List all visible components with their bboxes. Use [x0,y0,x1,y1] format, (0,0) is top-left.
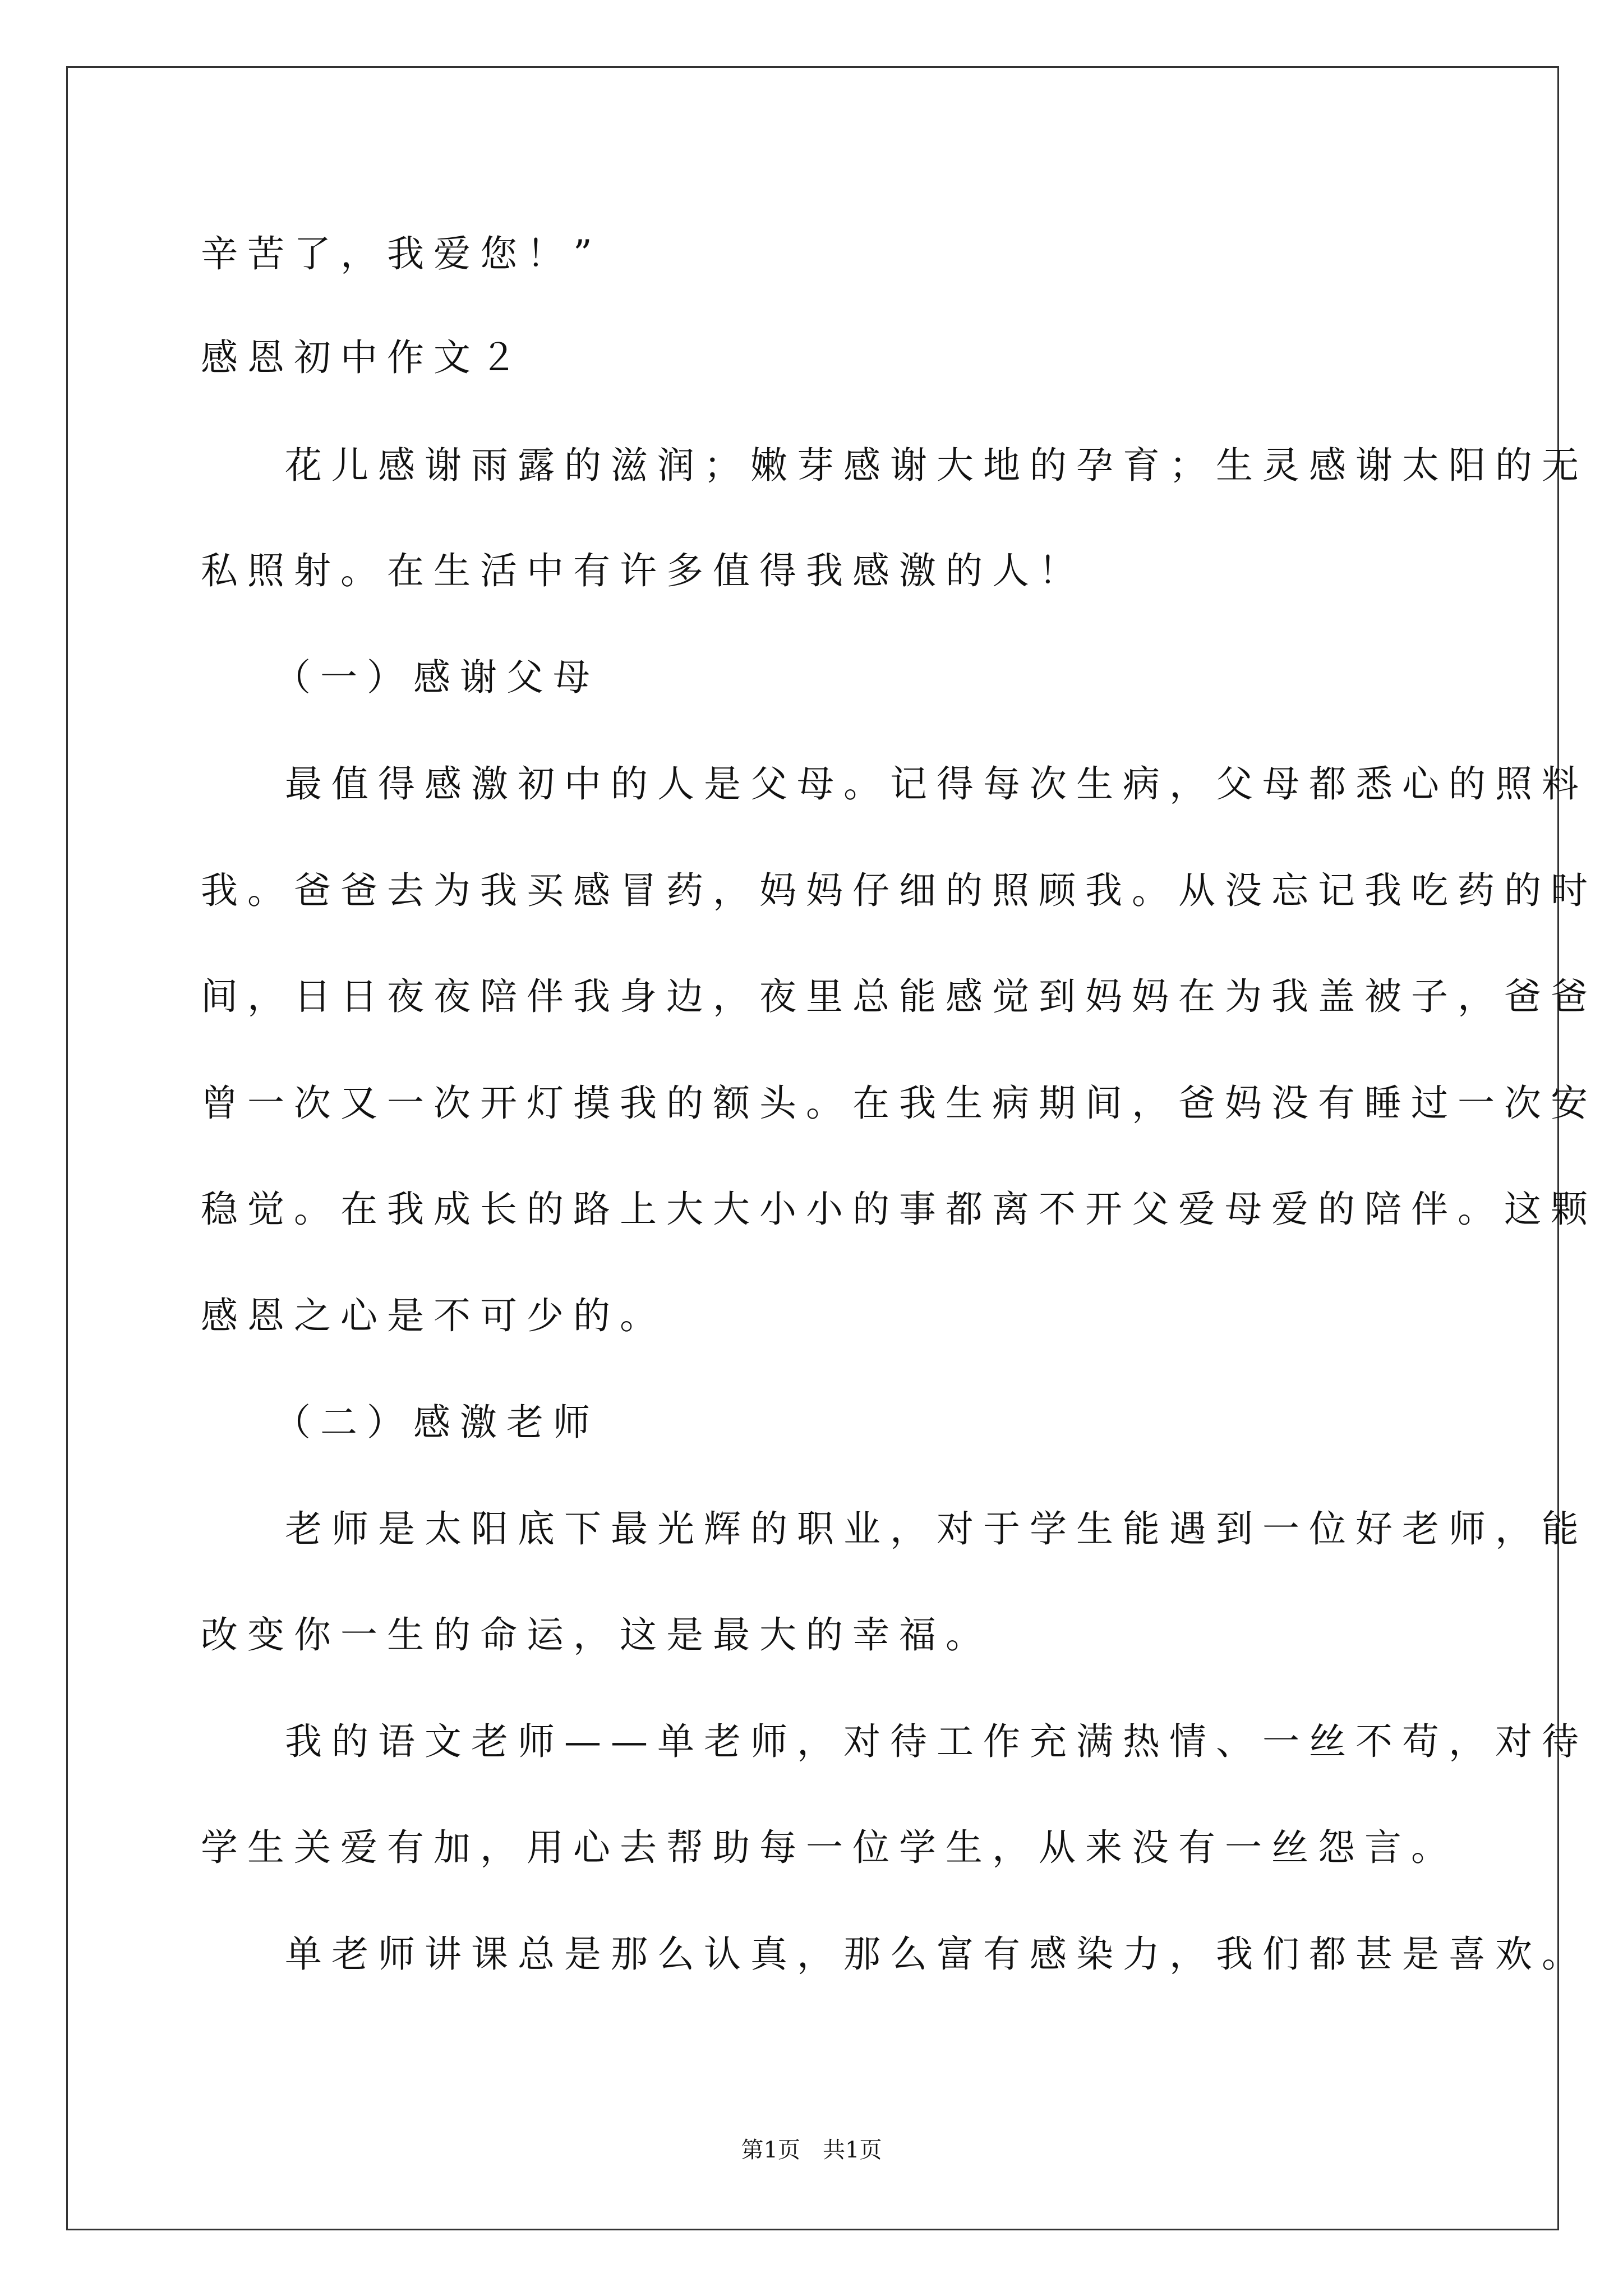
text-line: 我。爸爸去为我买感冒药，妈妈仔细的照顾我。从没忘记我吃药的时 [201,869,1597,912]
page-footer [0,2139,1623,2161]
subheading: （二）感激老师 [274,1401,600,1444]
text-line: 稳觉。在我成长的路上大大小小的事都离不开父爱母爱的陪伴。这颗 [201,1188,1597,1231]
text-line: 最值得感激初中的人是父母。记得每次生病，父母都悉心的照料 [285,762,1588,806]
page-number: 第1页 共1页 [741,2137,882,2163]
text-line: 单老师讲课总是那么认真，那么富有感染力，我们都甚是喜欢。 [285,1932,1588,1976]
text-line: 辛苦了，我爱您！” [201,232,602,275]
text-line: 感恩之心是不可少的。 [201,1294,666,1337]
text-line: 我的语文老师——单老师，对待工作充满热情、一丝不苟，对待 [285,1720,1588,1763]
page-border [66,66,1559,2230]
text-line: 间，日日夜夜陪伴我身边，夜里总能感觉到妈妈在为我盖被子，爸爸 [201,975,1597,1018]
text-line: 学生关爱有加，用心去帮助每一位学生，从来没有一丝怨言。 [201,1826,1458,1869]
text-line: 花儿感谢雨露的滋润；嫩芽感谢大地的孕育；生灵感谢太阳的无 [285,444,1588,487]
text-line: 私照射。在生活中有许多值得我感激的人！ [201,549,1085,592]
text-line: 老师是太阳底下最光辉的职业，对于学生能遇到一位好老师，能 [285,1507,1588,1550]
text-line: 改变你一生的命运，这是最大的幸福。 [201,1613,992,1657]
subheading: （一）感谢父母 [274,656,600,699]
text-line: 曾一次又一次开灯摸我的额头。在我生病期间，爸妈没有睡过一次安 [201,1082,1597,1125]
section-title: 感恩初中作文２ [201,336,527,379]
